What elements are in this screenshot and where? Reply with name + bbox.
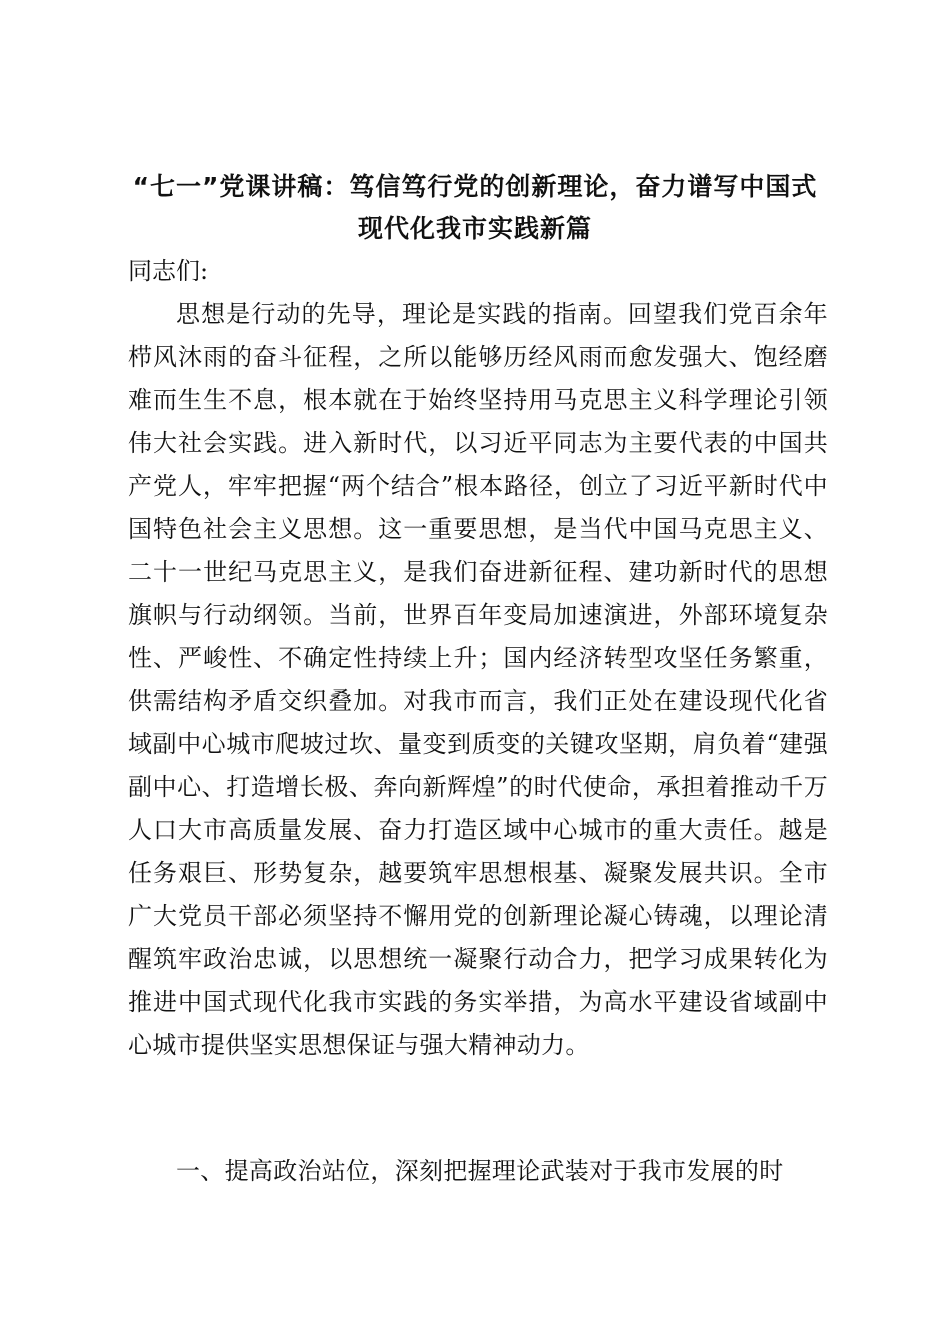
section-heading: 一、提高政治站位，深刻把握理论武装对于我市发展的时	[176, 1157, 784, 1185]
document-title-line-1: “七一”党课讲稿：笃信笃行党的创新理论，奋力谱写中国式	[132, 172, 818, 201]
greeting: 同志们:	[128, 257, 209, 285]
body-paragraph: 思想是行动的先导，理论是实践的指南。回望我们党百余年栉风沐雨的奋斗征程，之所以能够历经风雨而愈发强大、饱经磨难而生生不息，根本就在于始终坚持用马克思主义科学理论引领伟大社会实践。进入新时代，以习近平同志为主要代表的中国共产党人，牢牢把握“两个结合”根本路径，创立了习近平新时代中国特色社会主义思想。这一重要思想，是当代中国马克思主义、二十一世纪马克思主义，是我们奋进新征程、建功新时代的思想旗帜与行动纲领。当前，世界百年变局加速演进，外部环境复杂性、严峻性、不确定性持续上升；国内经济转型攻坚任务繁重，供需结构矛盾交织叠加。对我市而言，我们正处在建设现代化省域副中心城市爬坡过坎、量变到质变的关键攻坚期，肩负着“建强副中心、打造增长极、奔向新辉煌”的时代使命，承担着推动千万人口大市高质量发展、奋力打造区域中心城市的重大责任。越是任务艰巨、形势复杂，越要筑牢思想根基、凝聚发展共识。全市广大党员干部必须坚持不懈用党的创新理论凝心铸魂，以理论清醒筑牢政治忠诚，以思想统一凝聚行动合力，把学习成果转化为推进中国式现代化我市实践的务实举措，为高水平建设省域副中心城市提供坚实思想保证与强大精神动力。	[128, 300, 828, 1059]
document-title-line-2: 现代化我市实践新篇	[357, 214, 592, 243]
